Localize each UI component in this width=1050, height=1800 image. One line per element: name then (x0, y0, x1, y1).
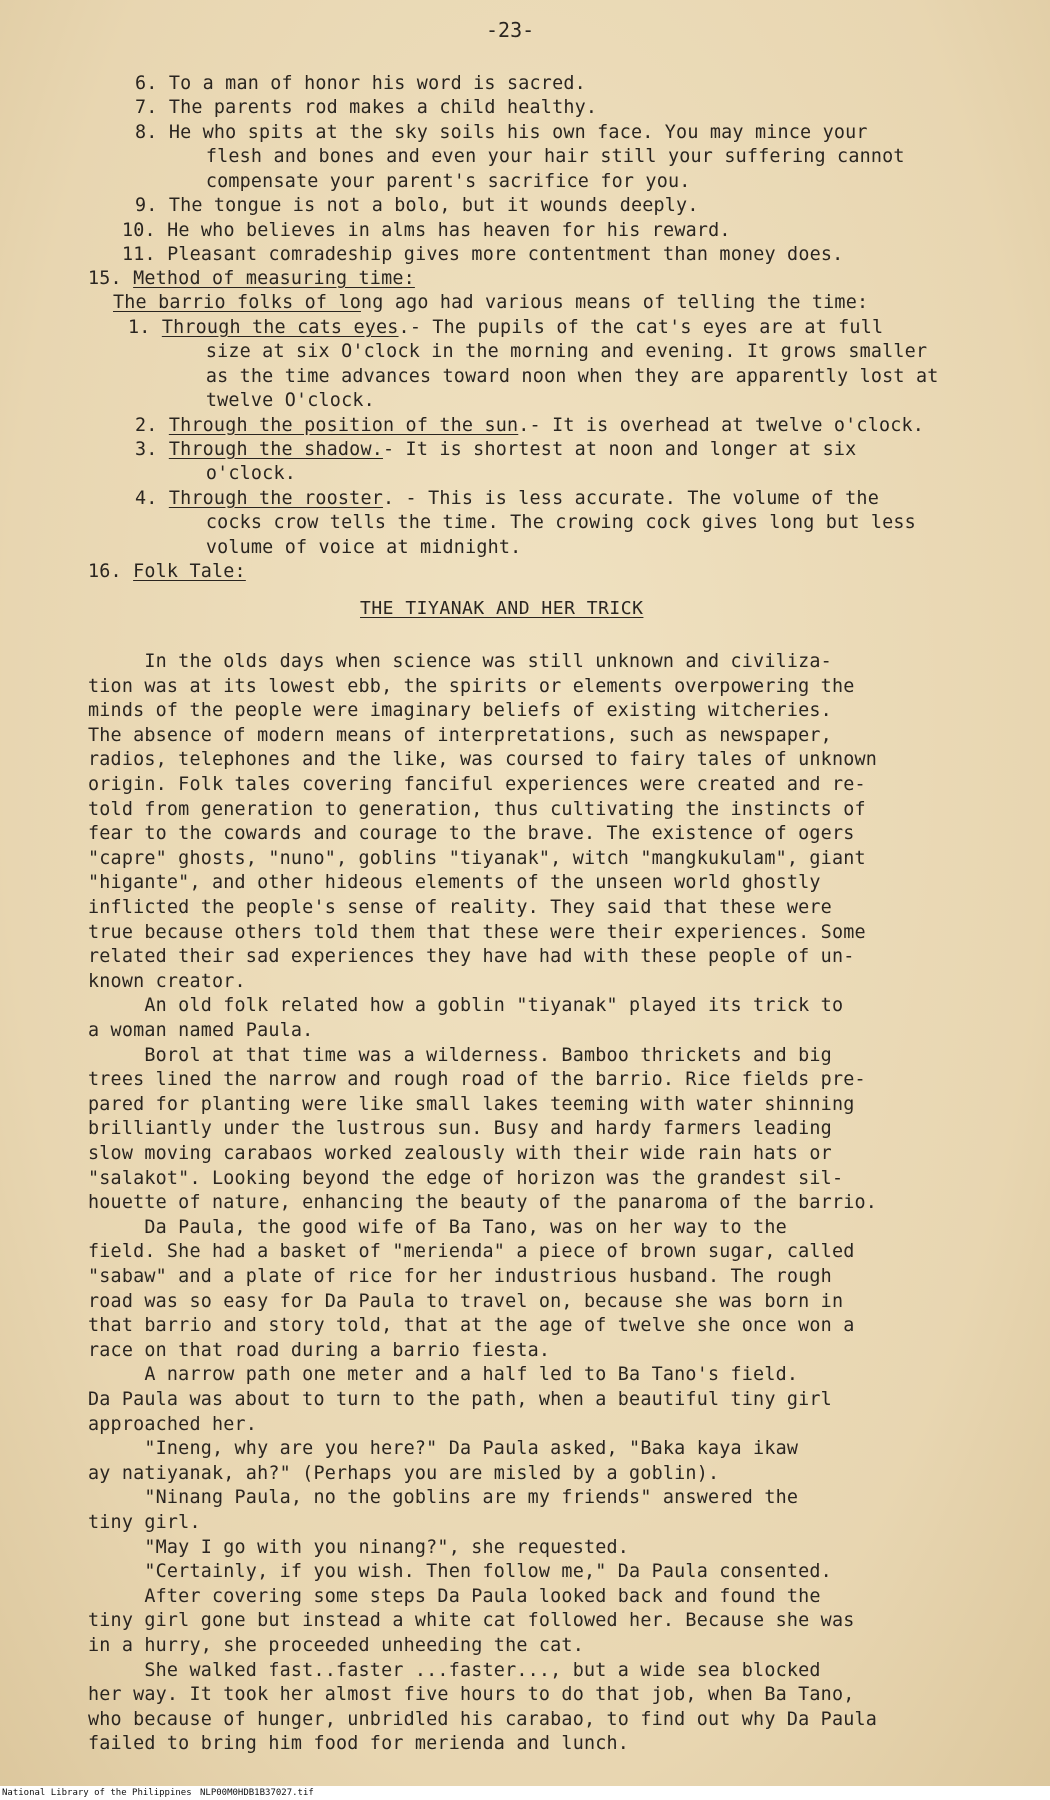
text-line: twelve O'clock. (172, 390, 375, 411)
scan-footer (0, 1786, 1050, 1800)
text-line: "salakot". Looking beyond the edge of horizon was the grandest sil- (88, 1168, 844, 1189)
text-line: told from generation to generation, thus cultivating the instincts of (88, 799, 866, 820)
text-line: who because of hunger, unbridled his carabao, to find out why Da Paula (88, 1709, 878, 1730)
text-line: The absence of modern means of interpretations, such as newspaper, (88, 725, 832, 746)
text-line: houette of nature, enhancing the beauty of the panaroma of the barrio. (88, 1192, 878, 1213)
footer-file: NLP00M0HDB1B37027.tif (200, 1788, 314, 1798)
text-line: minds of the people were imaginary beliefs of existing witcheries. (88, 700, 832, 721)
text-line: tion was at its lowest ebb, the spirits or elements overpowering the (88, 676, 855, 697)
text-line: road was so easy for Da Paula to travel on, because she was born in (88, 1291, 844, 1312)
text-line: In the olds days when science was still unknown and civiliza- (88, 651, 832, 672)
text-line: volume of voice at midnight. (172, 537, 522, 558)
text-line: 1. Through the cats eyes.- The pupils of the cat's eyes are at full (128, 317, 884, 338)
text-line: 6. To a man of honor his word is sacred. (135, 73, 586, 94)
text-line: true because others told them that these were their experiences. Some (88, 922, 866, 943)
text-line: 8. He who spits at the sky soils his own face. You may mince your (135, 122, 868, 143)
text-line: failed to bring him food for merienda and lunch. (88, 1733, 630, 1754)
text-line: slow moving carabaos worked zealously with their wide rain hats or (88, 1143, 832, 1164)
text-line: radios, telephones and the like, was coursed to fairy tales of unknown (88, 749, 878, 770)
text-line: her way. It took her almost five hours to do that job, when Ba Tano, (88, 1684, 855, 1705)
text-line: 11. Pleasant comradeship gives more contentment than money does. (122, 244, 844, 265)
text-line: approached her. (88, 1414, 258, 1435)
text-line: race on that road during a barrio fiesta. (88, 1340, 551, 1361)
text-line: "Certainly, if you wish. Then follow me," Da Paula consented. (88, 1561, 832, 1582)
text-line: that barrio and story told, that at the age of twelve she once won a (88, 1315, 855, 1336)
text-line: pared for planting were like small lakes teeming with water shinning (88, 1094, 855, 1115)
text-line: o'clock. (172, 463, 296, 484)
text-line: 10. He who believes in alms has heaven for his reward. (122, 220, 731, 241)
text-line: Borol at that time was a wilderness. Bamboo thrickets and big (88, 1045, 832, 1066)
text-line: "capre" ghosts, "nuno", goblins "tiyanak", witch "mangkukulam", giant (88, 848, 866, 869)
text-line: tiny girl gone but instead a white cat followed her. Because she was (88, 1610, 855, 1631)
text-line: ay natiyanak, ah?" (Perhaps you are misled by a goblin). (88, 1463, 720, 1484)
text-line: She walked fast..faster ...faster..., but a wide sea blocked (88, 1660, 821, 1681)
text-line: "sabaw" and a plate of rice for her industrious husband. The rough (88, 1266, 832, 1287)
text-line: size at six O'clock in the morning and evening. It grows smaller (172, 341, 928, 362)
text-line: After covering some steps Da Paula looked back and found the (88, 1586, 821, 1607)
text-line: inflicted the people's sense of reality. They said that these were (88, 897, 832, 918)
text-line: "May I go with you ninang?", she requested. (88, 1537, 630, 1558)
text-line: "Ninang Paula, no the goblins are my friends" answered the (88, 1487, 799, 1508)
text-line: "higante", and other hideous elements of the unseen world ghostly (88, 872, 821, 893)
text-line: 9. The tongue is not a bolo, but it wounds deeply. (135, 195, 699, 216)
text-line: 4. Through the rooster. - This is less accurate. The volume of the (135, 488, 879, 509)
text-line: An old folk related how a goblin "tiyanak" played its trick to (88, 995, 844, 1016)
text-line: 2. Through the position of the sun.- It is overhead at twelve o'clock. (135, 415, 925, 436)
text-line: Da Paula was about to turn to the path, when a beautiful tiny girl (88, 1389, 832, 1410)
text-line: a woman named Paula. (88, 1020, 314, 1041)
text-line: 16. Folk Tale: (88, 561, 246, 582)
text-line: "Ineng, why are you here?" Da Paula asked, "Baka kaya ikaw (88, 1438, 799, 1459)
text-line: origin. Folk tales covering fanciful experiences were created and re- (88, 774, 866, 795)
text-line: in a hurry, she proceeded unheeding the cat. (88, 1635, 584, 1656)
text-line: 15. Method of measuring time: (88, 268, 415, 289)
footer-library: National Library of the Philippines (2, 1788, 192, 1798)
text-line: field. She had a basket of "merienda" a piece of brown sugar, called (88, 1241, 855, 1262)
text-line: compensate your parent's sacrifice for you. (172, 171, 691, 192)
text-line: A narrow path one meter and a half led to Ba Tano's field. (88, 1364, 799, 1385)
text-line: cocks crow tells the time. The crowing cock gives long but less (172, 512, 916, 533)
text-line: The barrio folks of long ago had various means of telling the time: (113, 292, 869, 313)
text-line: fear to the cowards and courage to the brave. The existence of ogers (88, 823, 855, 844)
text-line: related their sad experiences they have had with these people of un- (88, 946, 855, 967)
text-line: Da Paula, the good wife of Ba Tano, was on her way to the (88, 1217, 787, 1238)
text-line: as the time advances toward noon when they are apparently lost at (172, 366, 939, 387)
text-line: known creator. (88, 971, 246, 992)
text-line: 7. The parents rod makes a child healthy. (135, 97, 598, 118)
text-line: flesh and bones and even your hair still your suffering cannot (172, 146, 905, 167)
text-line: tiny girl. (88, 1512, 201, 1533)
story-title: THE TIYANAK AND HER TRICK (360, 598, 644, 619)
text-line: brilliantly under the lustrous sun. Busy and hardy farmers leading (88, 1118, 832, 1139)
text-line: 3. Through the shadow.- It is shortest at noon and longer at six (135, 439, 857, 460)
text-line: trees lined the narrow and rough road of the barrio. Rice fields pre- (88, 1069, 866, 1090)
page-number: -23- (486, 18, 535, 42)
